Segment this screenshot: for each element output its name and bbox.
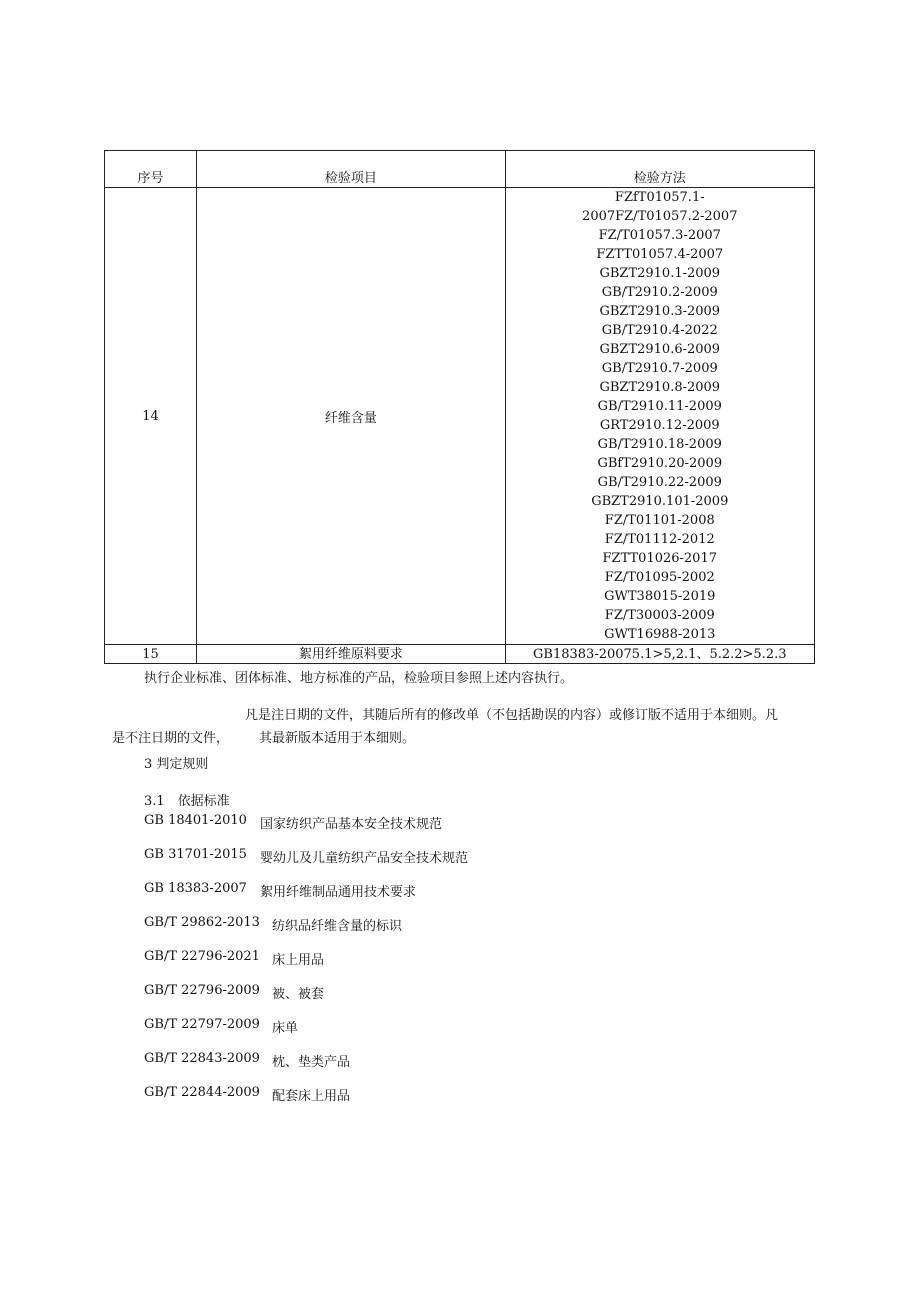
method-line: FZ/T30003-2009 <box>604 608 715 623</box>
standard-code: GB 18401-2010 <box>144 813 247 828</box>
standard-code: GB 18383-2007 <box>144 881 247 896</box>
standard-code: GB/T 22843-2009 <box>144 1051 260 1066</box>
standard-code: GB 31701-2015 <box>144 847 247 862</box>
row15-number: 15 <box>105 645 197 664</box>
table-row <box>105 645 815 664</box>
standard-item <box>144 881 417 900</box>
standard-name: 国家纺织产品基本安全技术规范 <box>260 817 443 832</box>
row15-method: GB18383-20075.1>5,2.1、5.2.2>5.2.3 <box>505 645 814 664</box>
dated-reference-note: 凡是注日期的文件，其随后所有的修改单（不包括勘误的内容）或修订版不适用于本细则。凡 <box>245 708 779 723</box>
method-line: GB/T2910.22-2009 <box>597 475 722 490</box>
method-line: GB/T2910.11-2009 <box>597 399 722 414</box>
standard-name: 絮用纤维制品通用技术要求 <box>260 885 417 900</box>
method-line: GBZT2910.8-2009 <box>599 380 721 395</box>
table-row <box>105 188 815 645</box>
note-paragraph: 执行企业标准、团体标准、地方标准的产品，检验项目参照上述内容执行。 <box>144 671 574 686</box>
undated-reference-note-a: 是不注日期的文件， <box>112 731 230 746</box>
standard-item <box>144 949 325 968</box>
method-line: GBZT2910.6-2009 <box>599 342 721 357</box>
standard-item <box>144 1017 299 1036</box>
method-line: GBZT2910.3-2009 <box>599 304 721 319</box>
standard-name: 配套床上用品 <box>272 1089 351 1104</box>
undated-reference-note-b: 其最新版本适用于本细则。 <box>259 731 416 746</box>
method-line: FZ/T01057.3-2007 <box>598 228 721 243</box>
method-line: FZ/T01112-2012 <box>604 532 715 547</box>
method-line: GB/T2910.18-2009 <box>597 437 722 452</box>
standard-item <box>144 1085 351 1104</box>
method-line: GBZT2910.101-2009 <box>591 494 729 509</box>
header-method: 检验方法 <box>505 151 814 188</box>
method-line: GRT2910.12-2009 <box>599 418 720 433</box>
table-header-row <box>105 151 815 188</box>
method-line: FZTT01026-2017 <box>602 551 717 566</box>
row14-number: 14 <box>105 188 197 645</box>
method-line: FZ/T01095-2002 <box>604 570 715 585</box>
standard-item <box>144 847 469 866</box>
method-line: GB/T2910.2-2009 <box>601 285 718 300</box>
method-line: GWT16988-2013 <box>604 627 716 642</box>
header-number: 序号 <box>105 151 197 188</box>
method-line: FZ/T01101-2008 <box>604 513 715 528</box>
standard-name: 床上用品 <box>272 953 325 968</box>
method-line: FZTT01057.4-2007 <box>596 247 724 262</box>
method-line: 2007FZ/T01057.2-2007 <box>582 209 738 224</box>
standard-item <box>144 983 325 1002</box>
method-line: GB/T2910.4-2022 <box>601 323 718 338</box>
row14-methods <box>505 188 814 645</box>
inspection-table <box>104 150 815 664</box>
method-line: GWT38015-2019 <box>604 589 716 604</box>
standard-code: GB/T 22844-2009 <box>144 1085 260 1100</box>
method-line: GBZT2910.1-2009 <box>599 266 721 281</box>
section-heading-3-1: 3.1 依据标准 <box>144 794 230 809</box>
standard-name: 床单 <box>272 1021 299 1036</box>
method-line: GB/T2910.7-2009 <box>601 361 718 376</box>
standard-item <box>144 813 443 832</box>
standard-name: 枕、垫类产品 <box>272 1055 351 1070</box>
standard-code: GB/T 22796-2021 <box>144 949 260 964</box>
method-line: GBfT2910.20-2009 <box>597 456 723 471</box>
standard-name: 被、被套 <box>272 987 325 1002</box>
standard-code: GB/T 29862-2013 <box>144 915 260 930</box>
standard-code: GB/T 22797-2009 <box>144 1017 260 1032</box>
method-line: FZfT01057.1- <box>614 190 705 205</box>
standard-name: 纺织品纤维含量的标识 <box>272 919 403 934</box>
section-heading-3: 3 判定规则 <box>144 757 209 772</box>
header-item: 检验项目 <box>197 151 505 188</box>
standard-item <box>144 1051 351 1070</box>
standard-code: GB/T 22796-2009 <box>144 983 260 998</box>
standard-item <box>144 915 403 934</box>
row14-item: 纤维含量 <box>197 188 505 645</box>
row15-item: 絮用纤维原料要求 <box>197 645 505 664</box>
standard-name: 婴幼儿及儿童纺织产品安全技术规范 <box>260 851 469 866</box>
